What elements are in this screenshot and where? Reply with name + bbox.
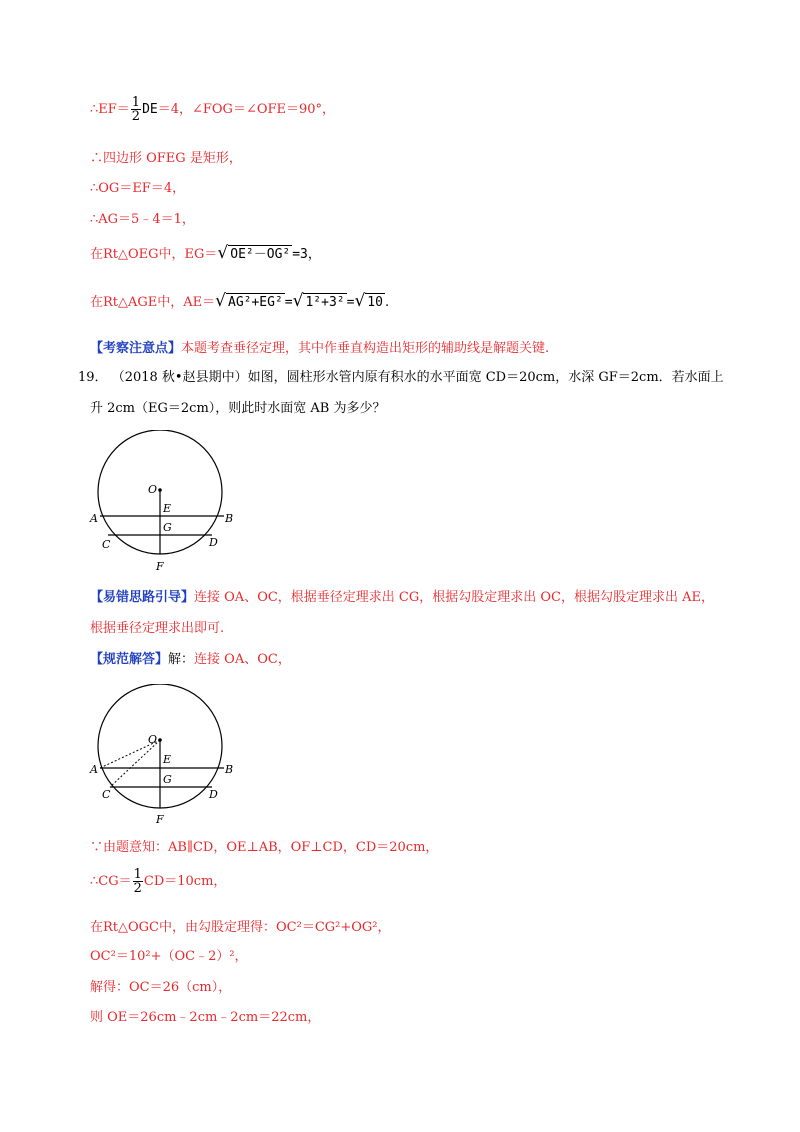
dotted-OC xyxy=(110,740,160,787)
note-label: 【考察注意点】 xyxy=(90,341,182,356)
label-F: F xyxy=(156,560,164,573)
circle-figure-1 xyxy=(88,430,248,580)
text: DE xyxy=(142,102,158,117)
answer-line-1: ∵由题意知：AB∥CD，OE⊥AB，OF⊥CD，CD＝20cm， xyxy=(90,840,439,855)
label-O: O xyxy=(148,733,158,746)
sqrt-expr: OE²－OG² xyxy=(230,247,291,262)
answer-label: 【规范解答】 xyxy=(90,652,169,667)
answer-intro xyxy=(90,651,291,669)
sqrt-sign: √ xyxy=(215,291,226,311)
problem-line-2: 升 2cm（EG＝2cm），则此时水面宽 AB 为多少？ xyxy=(90,401,386,416)
answer-line-3: 在Rt△OGC中，由勾股定理得：OC²＝CG²+OG²， xyxy=(90,920,391,935)
problem-number: 19． xyxy=(78,370,108,385)
sqrt-expr: AG²+EG² xyxy=(228,295,283,310)
text: ∴EF＝ xyxy=(90,102,130,117)
label-G: G xyxy=(163,773,172,786)
label-G: G xyxy=(163,521,172,534)
label-E: E xyxy=(163,502,172,515)
sqrt-sign: √ xyxy=(292,291,304,311)
label-C: C xyxy=(102,788,111,801)
text: ＝4，∠FOG＝∠OFE＝90°， xyxy=(157,102,336,117)
label-D: D xyxy=(209,536,218,549)
label-E: E xyxy=(163,753,172,766)
sqrt-sign: √ xyxy=(354,291,366,311)
answer-line-2 xyxy=(90,868,226,895)
note-text: 本题考查垂径定理，其中作垂直构造出矩形的辅助线是解题关键. xyxy=(181,341,550,356)
center-point xyxy=(158,738,162,742)
problem-line-1 xyxy=(78,369,724,387)
label-B: B xyxy=(225,763,234,776)
frac-den: 2 xyxy=(131,109,141,124)
label-C: C xyxy=(102,538,111,551)
solution-line-5 xyxy=(90,244,321,264)
text: 连接 OA、OC， xyxy=(194,652,291,667)
hint-line-1 xyxy=(90,589,714,607)
label-D: D xyxy=(209,788,218,801)
text: . xyxy=(384,295,390,310)
note-line xyxy=(90,340,549,358)
text: = xyxy=(346,295,355,310)
answer-line-6: 则 OE＝26cm﹣2cm﹣2cm＝22cm， xyxy=(90,1010,321,1025)
text: 在Rt△AGE中，AE＝ xyxy=(90,295,216,310)
solution-line-3: ∴OG＝EF＝4， xyxy=(90,181,186,196)
text: ∴CG＝ xyxy=(90,874,132,889)
solution-line-2: ∴四边形 OFEG 是矩形， xyxy=(90,151,242,166)
center-point xyxy=(158,488,162,492)
sqrt-expr: 1²+3² xyxy=(305,295,345,310)
circle-figure-2 xyxy=(88,684,248,834)
label-O: O xyxy=(148,483,158,496)
label-A: A xyxy=(90,512,98,525)
frac-den: 2 xyxy=(133,881,142,896)
frac-num: 1 xyxy=(131,95,141,110)
hint-label: 【易错思路引导】 xyxy=(90,590,195,605)
solution-line-4: ∴AG＝5﹣4＝1， xyxy=(90,212,195,227)
answer-line-5: 解得：OC＝26（cm）， xyxy=(90,980,232,995)
answer-line-4: OC²＝10²+（OC﹣2）²， xyxy=(90,949,248,964)
hint-text: 连接 OA、OC，根据垂径定理求出 CG，根据勾股定理求出 OC，根据勾股定理求出 AE， xyxy=(194,590,715,605)
frac-num: 1 xyxy=(133,867,142,882)
sqrt-expr: 10 xyxy=(367,295,383,310)
text: = xyxy=(284,295,293,310)
sqrt-sign: √ xyxy=(217,243,229,263)
text: CD＝10cm， xyxy=(143,874,227,889)
text: 解： xyxy=(168,652,195,667)
hint-line-2: 根据垂径定理求出即可. xyxy=(90,621,225,636)
label-F: F xyxy=(156,813,164,826)
label-A: A xyxy=(90,763,98,776)
fraction-half xyxy=(133,868,143,895)
text: =3， xyxy=(292,247,321,262)
label-B: B xyxy=(225,512,234,525)
solution-line-6 xyxy=(90,292,389,312)
fraction-half xyxy=(131,96,141,123)
solution-line-1 xyxy=(90,96,335,123)
text: 在Rt△OEG中，EG＝ xyxy=(90,247,218,262)
problem-text: （2018 秋•赵县期中）如图，圆柱形水管内原有积水的水平面宽 CD＝20cm，水深 GF＝2cm．若水面上 xyxy=(111,370,724,385)
